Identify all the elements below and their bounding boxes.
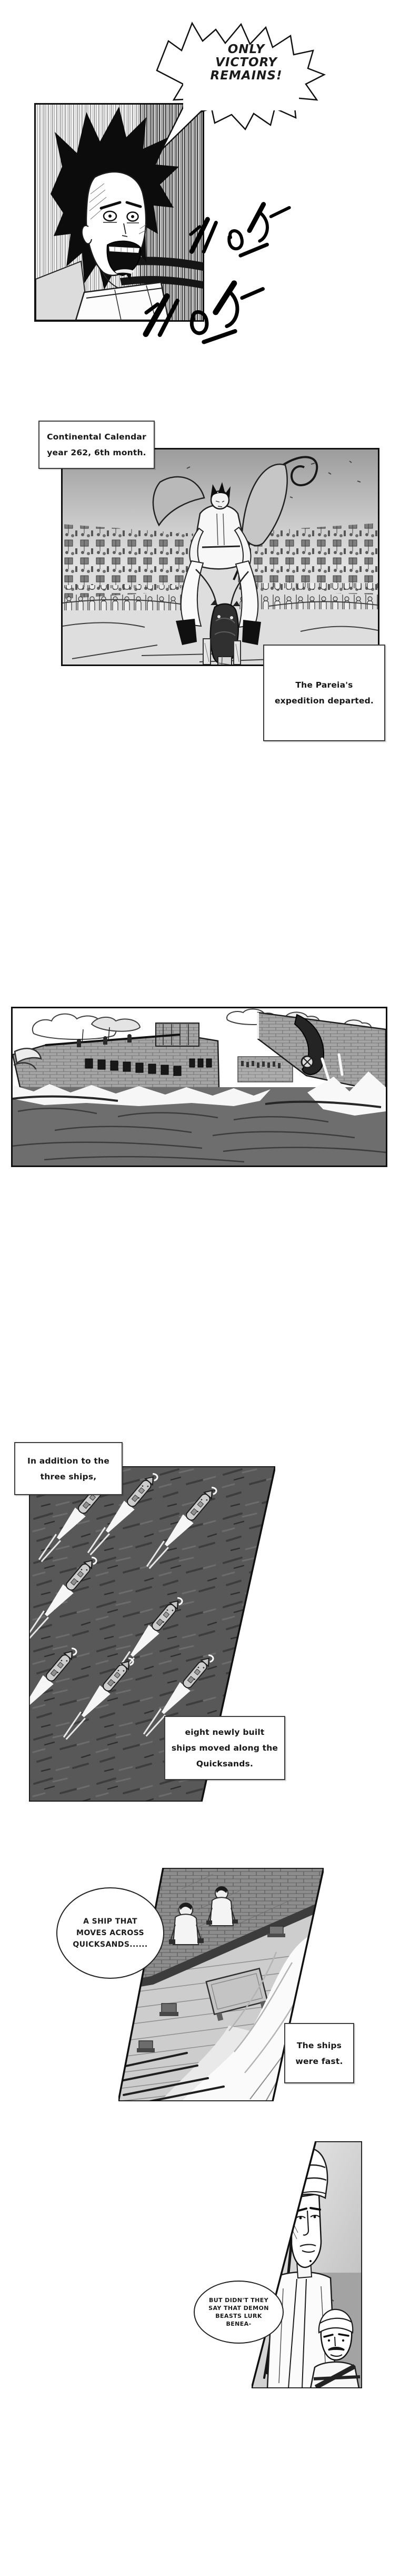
mustache bbox=[328, 2348, 344, 2350]
panel-watchers bbox=[252, 2141, 362, 2388]
bubble-line: QUICKSANDS...... bbox=[73, 1940, 148, 1949]
boot-right bbox=[242, 620, 261, 645]
caption-calendar bbox=[38, 421, 155, 469]
caption-line: expedition departed. bbox=[274, 696, 374, 706]
bubble-line: BEASTS LURK bbox=[215, 2313, 262, 2319]
caption-line: Quicksands. bbox=[196, 1759, 254, 1769]
bubble-line: SAY THAT DEMON bbox=[208, 2305, 269, 2312]
shout-line: VICTORY bbox=[215, 56, 277, 69]
bubble-line: MOVES ACROSS bbox=[76, 1929, 144, 1937]
expedition-art bbox=[63, 449, 378, 665]
bubble-line: A SHIP THAT bbox=[83, 1917, 137, 1926]
front-rank-left bbox=[63, 585, 192, 610]
panel-expedition bbox=[61, 448, 379, 666]
caption-fast bbox=[284, 2023, 354, 2083]
caption-eight-ships bbox=[164, 1716, 285, 1780]
bubble-line: BENEA- bbox=[226, 2321, 252, 2327]
caption-three-ships bbox=[14, 1442, 123, 1495]
caption-line: year 262, 6th month. bbox=[47, 448, 146, 457]
caption-pareia bbox=[263, 645, 385, 741]
shout-text bbox=[191, 43, 302, 83]
caption-line: In addition to the bbox=[27, 1456, 109, 1466]
front-rank-right bbox=[239, 583, 378, 609]
caption-line: Continental Calendar bbox=[47, 432, 146, 442]
harbor-art bbox=[13, 1008, 386, 1166]
caption-line: eight newly built bbox=[185, 1727, 265, 1737]
speech-bubble-quicksand bbox=[56, 1887, 164, 1979]
caption-line: The ships bbox=[296, 2040, 342, 2050]
caption-line: The Pareia's bbox=[295, 680, 353, 690]
caption-line: ships moved along the bbox=[171, 1743, 278, 1753]
shout-bubble-shape bbox=[153, 20, 327, 152]
shout-line: REMAINS! bbox=[210, 69, 283, 83]
bubble-line: BUT DIDN'T THEY bbox=[208, 2297, 269, 2304]
shout-line: ONLY bbox=[227, 43, 265, 56]
speech-bubble-shout bbox=[153, 20, 327, 152]
caption-line: were fast. bbox=[295, 2056, 343, 2066]
panel-harbor bbox=[11, 1007, 387, 1167]
speech-bubble-demon bbox=[194, 2281, 284, 2344]
caption-line: three ships, bbox=[40, 1471, 97, 1481]
